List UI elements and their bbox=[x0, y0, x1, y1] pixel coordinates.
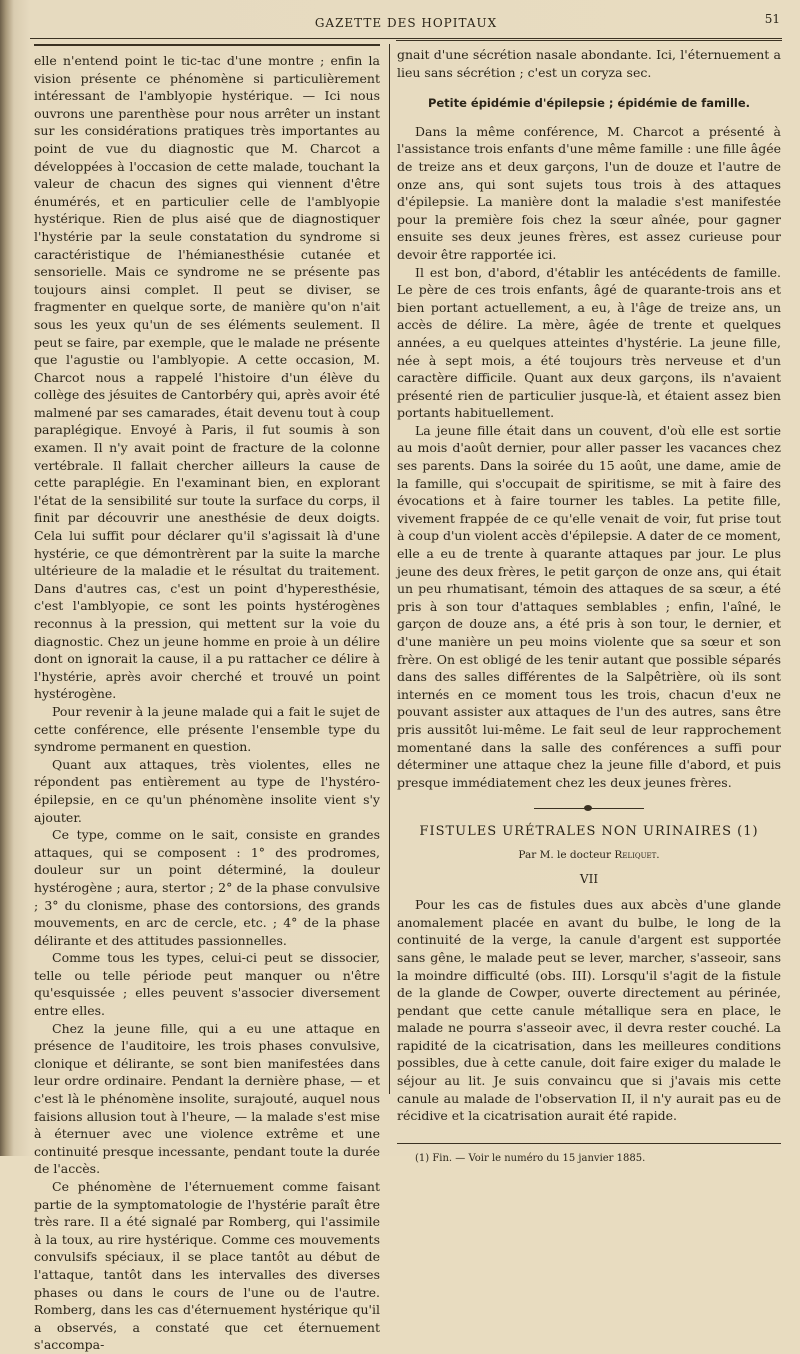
body-paragraph: Dans la même conférence, M. Charcot a présenté à l'assistance trois enfants d'une même famille : une fille âgée de treize ans et deux garçons, l'un de douze et l'autre de onze ans, qui sont sujets tous trois à des attaques d'épilepsie. La manière dont la maladie s'est manifestée pour la première fois chez la sœur aînée, pour gagner ensuite ses deux jeunes frères, est assez curieuse pour devoir être rapportée ici. bbox=[397, 123, 781, 262]
ornamental-divider bbox=[534, 805, 644, 811]
continuation-paragraph: gnait d'une sécrétion nasale abondante. Ici, l'éternuement a lieu sans sécrétion ; c'est un coryza sec. bbox=[397, 47, 781, 80]
byline-prefix: Par M. le docteur bbox=[518, 848, 612, 861]
body-paragraph: elle n'entend point le tic-tac d'une montre ; enfin la vision présente ce phénomène si particulièrement intéressant de l'amblyopie hystérique. — Ici nous ouvrons une parenthèse pour nous arrêter un instant sur les considérations pratiques très importantes au point de vue du diagnostic que M. Charcot a développées à l'occasion de cette malade, touchant la valeur de chacun des signes qui viennent d'être énumérés, et en particulier celle de l'amblyopie hystérique. Rien de plus aisé que de diagnostiquer l'hystérie par la seule constatation du syndrome si caractéristique de l'hémianesthésie cutanée et sensorielle. Mais ce syndrome ne se présente pas toujours ainsi complet. Il peut se diviser, se fragmenter en quelque sorte, de manière qu'on n'ait sous les yeux qu'un de ses éléments seulement. Il peut se faire, par exemple, que le malade ne présente que l'agustie ou l'amblyopie. A cette occasion, M. Charcot nous a rappelé l'histoire d'un élève du collège des jésuites de Cantorbéry qui, après avoir été malmené par ses camarades, était devenu tout à coup paraplégique. Envoyé à Paris, il fut soumis à son examen. Il n'y avait point de fracture de la colonne vertébrale. Il fallait chercher ailleurs la cause de cette paraplégie. En l'examinant bien, en explorant l'état de la sensibilité sur toute la surface du corps, il finit par découvrir une anesthésie de deux doigts. Cela lui suffit pour déclarer qu'il s'agissait là d'une hystérie, ce que démontrèrent par la suite la marche ultérieure de la maladie et le résultat du traitement. Dans d'autres cas, c'est un point d'hyperesthésie, c'est l'amblyopie, ce sont les points hystérogènes reconnus à la pression, qui mettent sur la voie du diagnostic. Chez un jeune homme en proie à un délire dont on ignorait la cause, il a pu rattacher ce délire à l'hystérie, après avoir cherché et trouvé un point hystérogène. bbox=[34, 53, 381, 702]
left-top-rule bbox=[34, 44, 380, 46]
body-paragraph: Comme tous les types, celui-ci peut se dissocier, telle ou telle période peut manquer ou n'être qu'esquissée ; elles peuvent s'associer diversement entre elles. bbox=[34, 950, 380, 1019]
right-top-rule bbox=[396, 40, 782, 41]
footnote-rule bbox=[397, 1143, 781, 1144]
journal-title: GAZETTE DES HOPITAUX bbox=[314, 16, 498, 30]
right-column bbox=[397, 46, 781, 1165]
chapter-number: VII bbox=[579, 871, 599, 886]
body-paragraph: Quant aux attaques, très violentes, elles ne répondent pas entièrement au type de l'hystéro-épilepsie, en ce qu'un phénomène insolite vient s'y ajouter. bbox=[34, 756, 380, 825]
article-title: FISTULES URÉTRALES NON URINAIRES (1) bbox=[419, 824, 759, 840]
body-paragraph: Pour revenir à la jeune malade qui a fait le sujet de cette conférence, elle présente l'ensemble type du syndrome permanent en question. bbox=[34, 703, 380, 755]
left-column bbox=[34, 52, 380, 1354]
body-paragraph: Ce type, comme on le sait, consiste en grandes attaques, qui se composent : 1° des prodromes, douleur sur un point déterminé, la douleur hystérogène ; aura, stertor ; 2° de la phase convulsive ; 3° du clonisme, phase des contorsions, des grands mouvements, en arc de cercle, etc. ; 4° de la phase délirante et des attitudes passionnelles. bbox=[34, 827, 380, 948]
body-paragraph: Il est bon, d'abord, d'établir les antécédents de famille. Le père de ces trois enfants, âgé de quarante-trois ans et bien portant actuellement, a eu, à l'âge de treize ans, un accès de délire. La mère, âgée de trente et quelques années, a eu quelques atteintes d'hystérie. La jeune fille, née à sept mois, a été toujours très nerveuse et d'un caractère difficile. Quant aux deux garçons, ils n'avaient présenté rien de particulier jusque-là, et étaient assez bien portants habituellement. bbox=[397, 264, 781, 421]
byline-author: Reliquet. bbox=[614, 848, 660, 861]
body-paragraph: Pour les cas de fistules dues aux abcès d'une glande anomalement placée en avant du bulbe, le long de la continuité de la verge, la canule d'argent est supportée sans gêne, le malade peut se lever, marcher, s'asseoir, sans la moindre difficulté (obs. III). Lorsqu'il s'agit de la fistule de la glande de Cowper, ouverte directement au périnée, pendant que cette canule métallique sera en place, le malade ne pourra s'asseoir avec, il devra rester couché. La rapidité de la cicatrisation, dans les meilleures conditions possibles, due à cette canule, doit faire exiger du malade le séjour au lit. Je suis convaincu que si j'avais mis cette canule au malade de l'observation II, il n'y aurait pas eu de récidive et la cicatrisation aurait été rapide. bbox=[397, 897, 781, 1124]
section-heading: Petite épidémie d'épilepsie ; épidémie de famille. bbox=[427, 96, 751, 111]
body-paragraph: Ce phénomène de l'éternuement comme faisant partie de la symptomatologie de l'hystérie paraît être très rare. Il a été signalé par Romberg, qui l'assimile à la toux, au rire hystérique. Comme ces mouvements convulsifs spéciaux, il se place tantôt au début de l'attaque, tantôt dans les intervalles des diverses phases ou dans le cours de l'une ou de l'autre. Romberg, dans les cas d'éternuement hystérique qu'il a observés, a constaté que cet éternuement s'accompa- bbox=[34, 1179, 380, 1353]
footnote: (1) Fin. — Voir le numéro du 15 janvier 1885. bbox=[415, 1152, 646, 1164]
body-paragraph: La jeune fille était dans un couvent, d'où elle est sortie au mois d'août dernier, pour aller passer les vacances chez ses parents. Dans la soirée du 15 août, une dame, amie de la famille, qui s'occupait de spiritisme, se mit à faire des évocations et à faire tourner les tables. La petite fille, vivement frappée de ce qu'elle venait de voir, fut prise tout à coup d'un violent accès d'épilepsie. A dater de ce moment, elle a eu de trente à quarante attaques par jour. Le plus jeune des deux frères, le petit garçon de onze ans, qui était un peu rhumatisant, témoin des attaques de sa sœur, a été pris à son tour d'attaques semblables ; enfin, l'aîné, le garçon de douze ans, a été pris à son tour, le dernier, et d'une manière un peu moins violente que sa sœur et son frère. On est obligé de les tenir autant que possible séparés dans des salles différentes de la Salpêtrière, où ils sont internés en ce moment tous les trois, chacun d'eux ne pouvant assister aux attaques de l'un des autres, sans être pris aussitôt lui-même. Le fait seul de leur rapprochement momentané dans la salle des conférences a suffi pour déterminer une attaque chez la jeune fille d'abord, et puis presque immédiatement chez les deux jeunes frères. bbox=[397, 422, 781, 790]
page-header bbox=[30, 12, 782, 39]
column-divider bbox=[389, 44, 390, 1094]
byline bbox=[397, 847, 781, 865]
body-paragraph: Chez la jeune fille, qui a eu une attaque en présence de l'auditoire, les trois phases convulsive, clonique et délirante, se sont bien manifestées dans leur ordre ordinaire. Pendant la dernière phase, — et c'est là le phénomène insolite, surajouté, auquel nous faisions allusion tout à l'heure, — la malade s'est mise à éternuer avec une violence extrême et une continuité presque incessante, pendant toute la durée de l'accès. bbox=[34, 1020, 380, 1177]
page-number: 51 bbox=[764, 12, 780, 26]
